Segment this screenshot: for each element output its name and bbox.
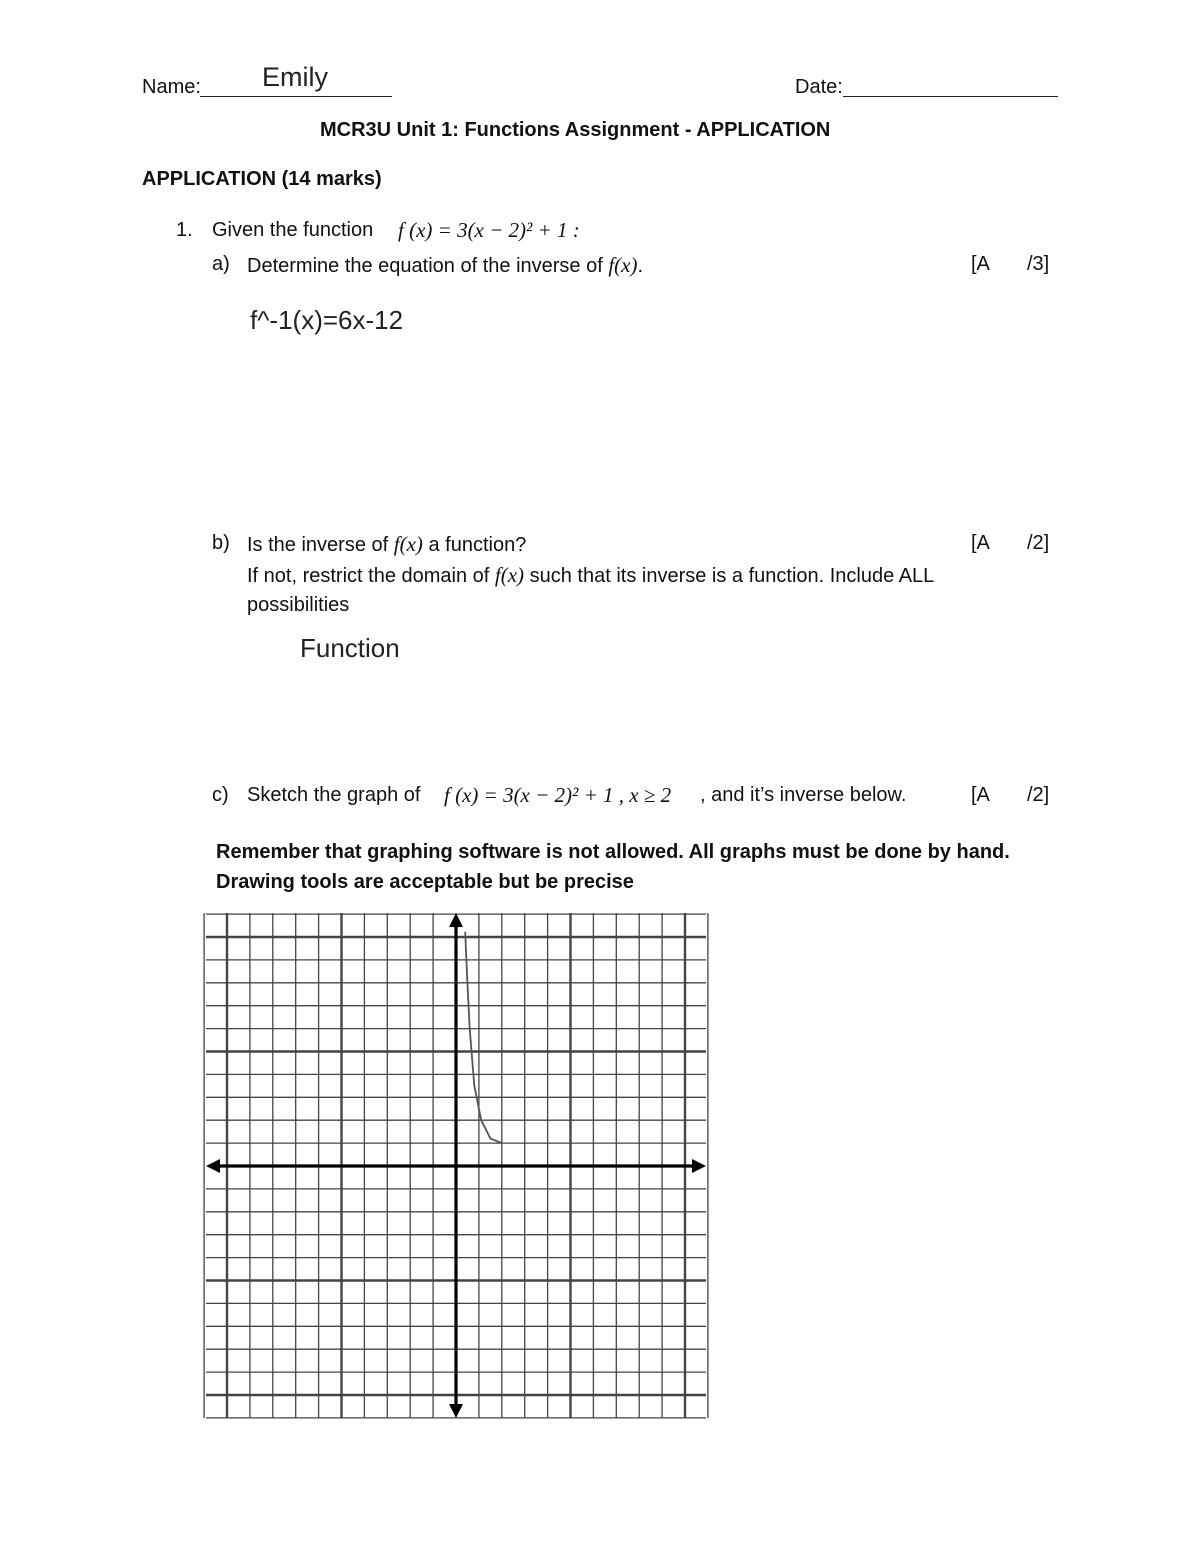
hand-drawn-curve (465, 932, 502, 1143)
part-b-line2-suffix: such that its inverse is a function. Include ALL (524, 565, 935, 587)
part-b-letter: b) (212, 532, 230, 554)
page-title: MCR3U Unit 1: Functions Assignment - APPLICATION (320, 119, 831, 141)
part-c-marks-total: /2] (1027, 784, 1050, 806)
part-c-text: Sketch the graph of (247, 784, 421, 806)
axes (206, 913, 706, 1418)
instruction-line-2: Drawing tools are acceptable but be precise (216, 871, 634, 893)
part-a-answer[interactable]: f^-1(x)=6x-12 (250, 305, 404, 335)
name-label: Name: (142, 76, 201, 98)
x-axis-right-arrow (692, 1159, 706, 1173)
instruction-line-1: Remember that graphing software is not allowed. All graphs must be done by hand. (216, 841, 1010, 863)
part-b-marks: [A (971, 532, 990, 554)
part-c-letter: c) (212, 784, 229, 806)
part-b-answer[interactable]: Function (300, 633, 400, 663)
function-expression: f (x) = 3(x − 2)² + 1 : (398, 218, 580, 242)
part-b-line2-func: f(x) (494, 563, 525, 587)
part-b-marks-total: /2] (1027, 532, 1050, 554)
part-b-line1-text: Is the inverse of (247, 534, 394, 556)
part-b-line3: possibilities (247, 594, 350, 616)
part-c-marks: [A (971, 784, 990, 806)
question-number: 1. (176, 219, 193, 241)
y-axis-bottom-arrow (449, 1404, 463, 1418)
part-a-suffix: . (637, 255, 644, 277)
date-label: Date: (795, 76, 843, 98)
part-b-line2-text: If not, restrict the domain of (247, 565, 495, 587)
name-value[interactable]: Emily (262, 62, 328, 92)
part-a-marks: [A (971, 253, 990, 275)
part-c-suffix: , and it’s inverse below. (700, 784, 907, 806)
part-a-text: Determine the equation of the inverse of (247, 255, 609, 277)
part-a-letter: a) (212, 253, 230, 275)
question-prompt: Given the function (212, 219, 374, 241)
y-axis-top-arrow (449, 913, 463, 927)
part-b-line1-func: f(x) (393, 532, 423, 556)
part-a-marks-total: /3] (1027, 253, 1050, 275)
curves (465, 932, 502, 1143)
x-axis-left-arrow (206, 1159, 220, 1173)
part-c-function: f (x) = 3(x − 2)² + 1 , x ≥ 2 (444, 783, 672, 807)
section-heading: APPLICATION (14 marks) (142, 168, 382, 190)
part-a-func: f(x) (608, 253, 638, 277)
part-b-line1-suffix: a function? (422, 534, 527, 556)
